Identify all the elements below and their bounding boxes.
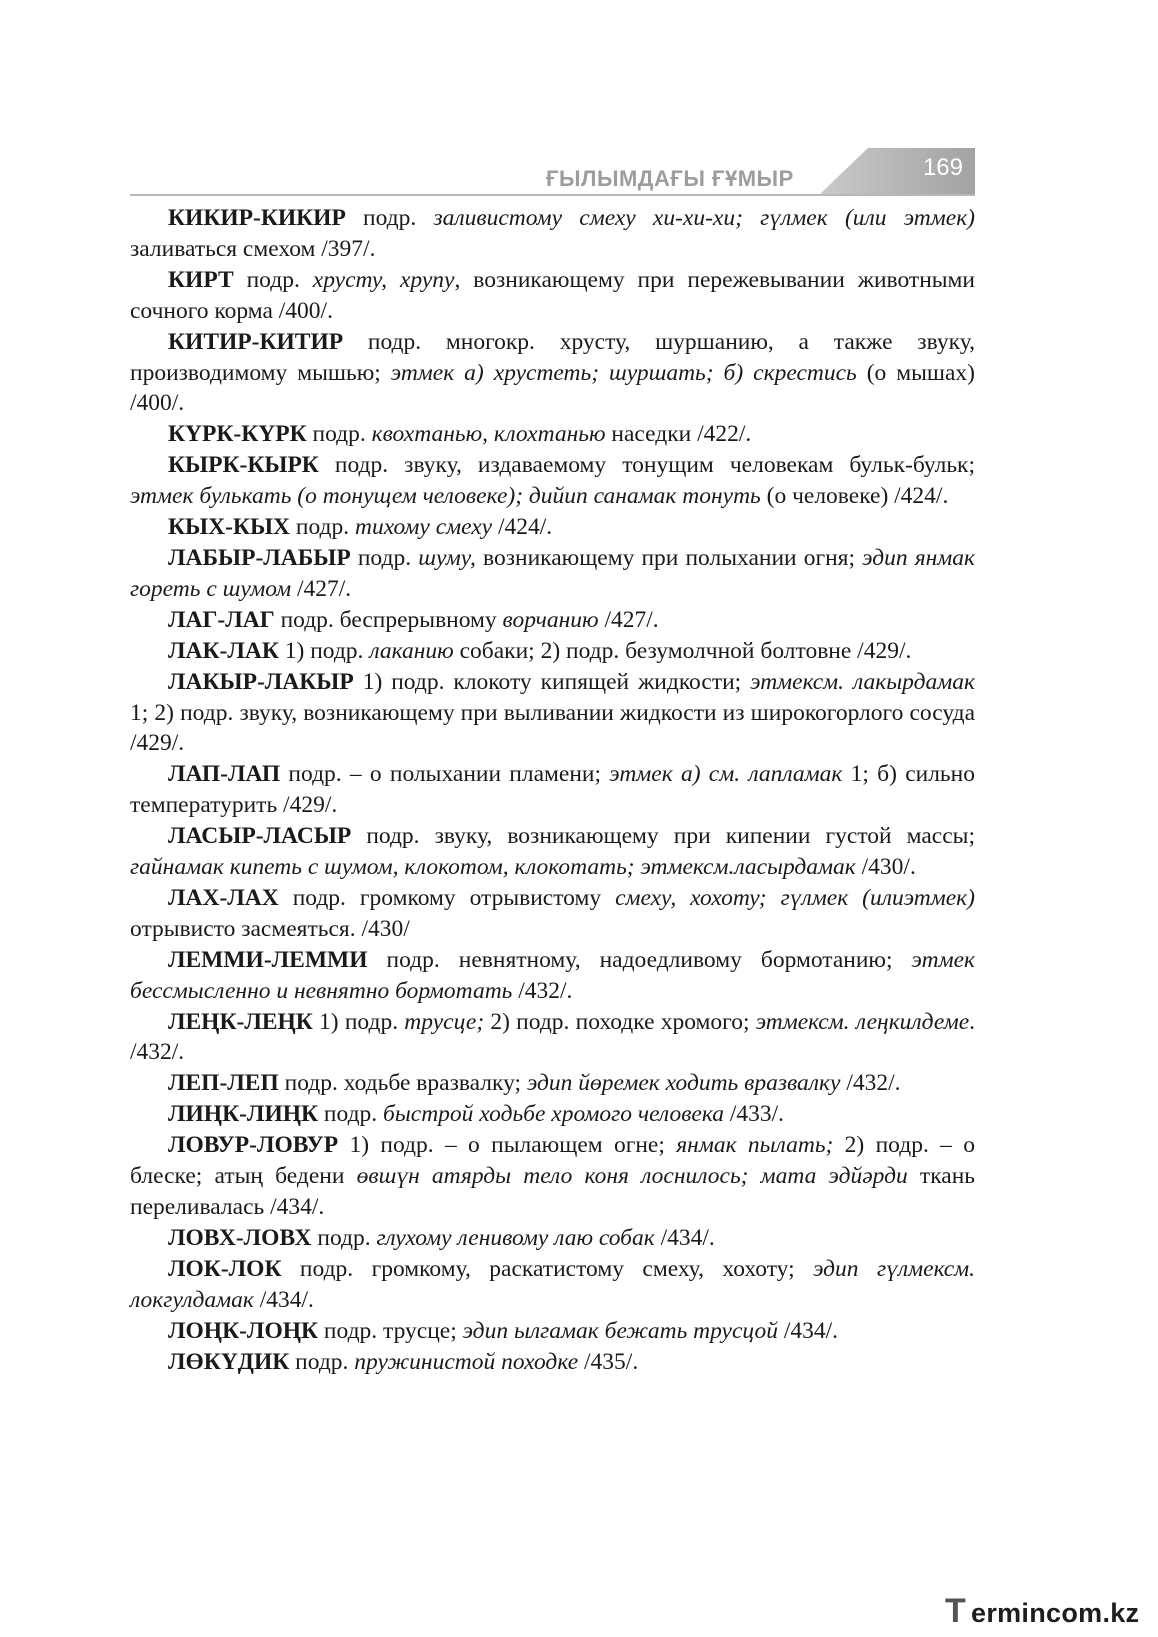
dictionary-entry	[130, 512, 975, 543]
entry-text: /433/.	[724, 1101, 785, 1128]
entry-text: собаки; 2) подр. безумолчной болтовне /429/.	[453, 637, 912, 664]
entry-gloss-italic: пружинистой походке	[354, 1348, 579, 1375]
entry-text: подр. многокр. хрусту, шуршанию, а также звуку, производимому мышью;	[130, 328, 975, 386]
entry-headword: КИРТ	[168, 266, 234, 293]
entry-text: /435/.	[578, 1348, 639, 1375]
entry-text: /434/.	[253, 1286, 314, 1313]
entry-gloss-italic: эдип янмак гореть с шумом	[130, 544, 976, 602]
entry-text: заливаться смехом /397/.	[130, 235, 376, 262]
dictionary-entry	[130, 419, 975, 450]
entry-text: (о человеке) /424/.	[760, 483, 949, 510]
watermark-initial: T	[945, 1592, 966, 1630]
entry-text: (о мышах) /400/.	[130, 359, 975, 417]
dictionary-entry	[130, 1099, 975, 1130]
entry-text: подр.	[290, 514, 355, 541]
dictionary-entry	[130, 1068, 975, 1099]
entry-gloss-italic: эдип йөремек ходить вразвалку	[526, 1070, 841, 1097]
entry-text: , возникающему при пережевывании животными сочного корма /400/.	[130, 266, 976, 324]
entry-text: /432/.	[512, 977, 573, 1004]
entry-text: подр.	[289, 1348, 355, 1375]
entry-gloss-italic: янмак пылать;	[676, 1132, 834, 1159]
dictionary-entry	[130, 1316, 975, 1347]
entry-gloss-italic: квохтанью, клохтанью	[371, 421, 606, 448]
entry-headword: КҮРК-КҮРК	[168, 421, 307, 448]
entry-headword: ЛАБЫР-ЛАБЫР	[168, 544, 351, 571]
dictionary-entry	[130, 1254, 975, 1316]
entry-text: /427/.	[291, 575, 352, 602]
page-header	[130, 148, 975, 196]
dictionary-entry	[130, 1007, 975, 1069]
dictionary-entry	[130, 636, 975, 667]
entry-headword: ЛОК-ЛОК	[168, 1255, 282, 1282]
entry-text: подр. беспрерывному	[274, 606, 503, 633]
entry-headword: КЫРК-КЫРК	[168, 452, 319, 479]
entry-text: подр. трусце;	[318, 1317, 463, 1344]
dictionary-entry	[130, 1223, 975, 1254]
entry-headword: ЛОВХ-ЛОВХ	[168, 1224, 312, 1251]
entry-gloss-italic: этмексм. лакырдамак	[750, 668, 975, 695]
entry-gloss-italic: заливистому смеху хи-хи-хи; гүлмек (или этмек)	[433, 205, 976, 231]
watermark-text: ermincom.kz	[971, 1598, 1140, 1628]
entry-text: подр. громкому отрывистому	[278, 884, 616, 911]
entry-gloss-italic: ворчанию	[502, 606, 599, 633]
entry-gloss-italic: глухому ленивому лаю собак	[376, 1224, 655, 1251]
entry-headword: КИКИР-КИКИР	[168, 205, 346, 231]
entry-text: подр. громкому, раскатистому смеху, хохоту;	[281, 1255, 814, 1282]
entry-headword: ЛАГ-ЛАГ	[168, 606, 275, 633]
entry-gloss-italic: эдип ылгамак бежать трусцой	[462, 1317, 778, 1344]
entry-text: подр. – о полыхании пламени;	[280, 761, 610, 788]
running-title: ҒЫЛЫМДАҒЫ ҒҰМЫР	[546, 166, 794, 191]
entry-text: /424/.	[492, 514, 553, 541]
entry-headword: ЛАКЫР-ЛАКЫР	[168, 668, 354, 695]
entry-text: /434/.	[654, 1224, 715, 1251]
entry-headword: ЛАСЫР-ЛАСЫР	[168, 823, 352, 850]
entry-text: подр. звуку, издаваемому тонущим человекам бульк-бульк;	[318, 452, 975, 479]
dictionary-entry	[130, 945, 975, 1007]
dictionary-entries	[130, 203, 975, 1377]
entry-text: ткань переливалась /434/.	[130, 1163, 975, 1220]
dictionary-entry	[130, 327, 975, 420]
entry-headword: ЛОҢК-ЛОҢК	[168, 1317, 319, 1344]
entry-text: 1; б) сильно температурить /429/.	[130, 761, 975, 819]
dictionary-entry	[130, 543, 975, 605]
entry-headword: КЫХ-КЫХ	[168, 514, 290, 541]
entry-gloss-italic: трусце;	[404, 1008, 485, 1035]
dictionary-entry	[130, 203, 975, 265]
entry-gloss-italic: эдип гүлмексм. локгулдамак	[130, 1255, 975, 1313]
entry-gloss-italic: этмек а) см. лапламак	[609, 761, 843, 788]
entry-headword: ЛӨКҮДИК	[168, 1348, 290, 1375]
entry-gloss-italic: этмексм. леңкилдеме	[755, 1008, 970, 1035]
dictionary-entry	[130, 667, 975, 760]
entry-text: подр. ходьбе вразвалку;	[278, 1070, 527, 1097]
entry-headword: ЛАП-ЛАП	[168, 761, 281, 788]
entry-headword: ЛЕММИ-ЛЕММИ	[168, 946, 368, 973]
entry-gloss-italic: смеху, хохоту; гүлмек (илиэтмек)	[615, 884, 975, 911]
entry-text: подр. звуку, возникающему при кипении густой массы;	[351, 823, 975, 850]
dictionary-entry	[130, 450, 975, 512]
entry-headword: ЛЕҢК-ЛЕҢК	[168, 1008, 313, 1035]
header-rule	[130, 194, 975, 196]
entry-gloss-italic: этмек булькать (о тонущем человеке); дийип санамак тонуть	[130, 483, 761, 510]
entry-gloss-italic: этмек бессмысленно и невнятно бормотать	[130, 946, 975, 1004]
entry-text: /432/.	[840, 1070, 901, 1097]
entry-headword: ЛИҢК-ЛИҢК	[168, 1101, 319, 1128]
entry-gloss-italic: быстрой ходьбе хромого человека	[383, 1101, 724, 1128]
entry-headword: ЛОВУР-ЛОВУР	[168, 1132, 339, 1159]
entry-text: подр.	[311, 1224, 377, 1251]
dictionary-entry	[130, 1347, 975, 1378]
entry-text: подр.	[318, 1101, 384, 1128]
dictionary-entry	[130, 605, 975, 636]
entry-text: 2) подр. походке хромого;	[484, 1008, 756, 1035]
entry-headword: ЛАК-ЛАК	[168, 637, 279, 664]
entry-headword: ЛАХ-ЛАХ	[168, 884, 279, 911]
dictionary-entry	[130, 883, 975, 945]
entry-text: подр.	[306, 421, 372, 448]
dictionary-entry	[130, 265, 975, 327]
page-number: 169	[922, 154, 963, 181]
entry-text: 1) подр.	[312, 1008, 405, 1035]
entry-text: возникающему при полыхании огня;	[475, 544, 863, 571]
entry-gloss-italic: лаканию	[369, 637, 454, 664]
dictionary-entry	[130, 821, 975, 883]
entry-text: 2) подр. – о блеске; атың бедени	[130, 1132, 975, 1190]
entry-text: подр.	[233, 266, 313, 293]
dictionary-entry	[130, 1130, 975, 1223]
entry-gloss-italic: шуму,	[418, 544, 476, 571]
entry-text: наседки /422/.	[605, 421, 752, 448]
entry-text: подр.	[350, 544, 419, 571]
entry-text: 1) подр. клокоту кипящей жидкости;	[353, 668, 751, 695]
entry-text: /430/.	[855, 854, 916, 881]
entry-gloss-italic: гайнамак кипеть с шумом, клокотом, клокотать; этмексм.ласырдамак	[130, 854, 856, 881]
entry-text: /427/.	[598, 606, 659, 633]
entry-text: подр.	[345, 205, 434, 231]
watermark-logo	[945, 1592, 1150, 1630]
entry-text: 1; 2) подр. звуку, возникающему при выливании жидкости из широкогорлого сосуда /429/.	[130, 699, 975, 757]
entry-text: 1) подр.	[278, 637, 370, 664]
entry-text: 1) подр. – о пылающем огне;	[338, 1132, 677, 1159]
dictionary-entry	[130, 759, 975, 821]
entry-text: . /432/.	[130, 1008, 976, 1066]
entry-headword: ЛЕП-ЛЕП	[168, 1070, 279, 1097]
entry-gloss-italic: хрусту, хрупу	[312, 266, 455, 293]
entry-gloss-italic: тихому смеху	[354, 514, 493, 541]
entry-text: отрывисто засмеяться. /430/	[130, 915, 410, 942]
entry-text: /434/.	[777, 1317, 839, 1344]
entry-text: подр. невнятному, надоедливому бормотанию;	[367, 946, 912, 973]
entry-gloss-italic: этмек а) хрустеть; шуршать; б) скрестись	[390, 359, 857, 386]
entry-headword: КИТИР-КИТИР	[168, 328, 344, 355]
entry-gloss-italic: өвшүн атярды тело коня лоснилось; мата эдйәрди	[356, 1163, 908, 1190]
